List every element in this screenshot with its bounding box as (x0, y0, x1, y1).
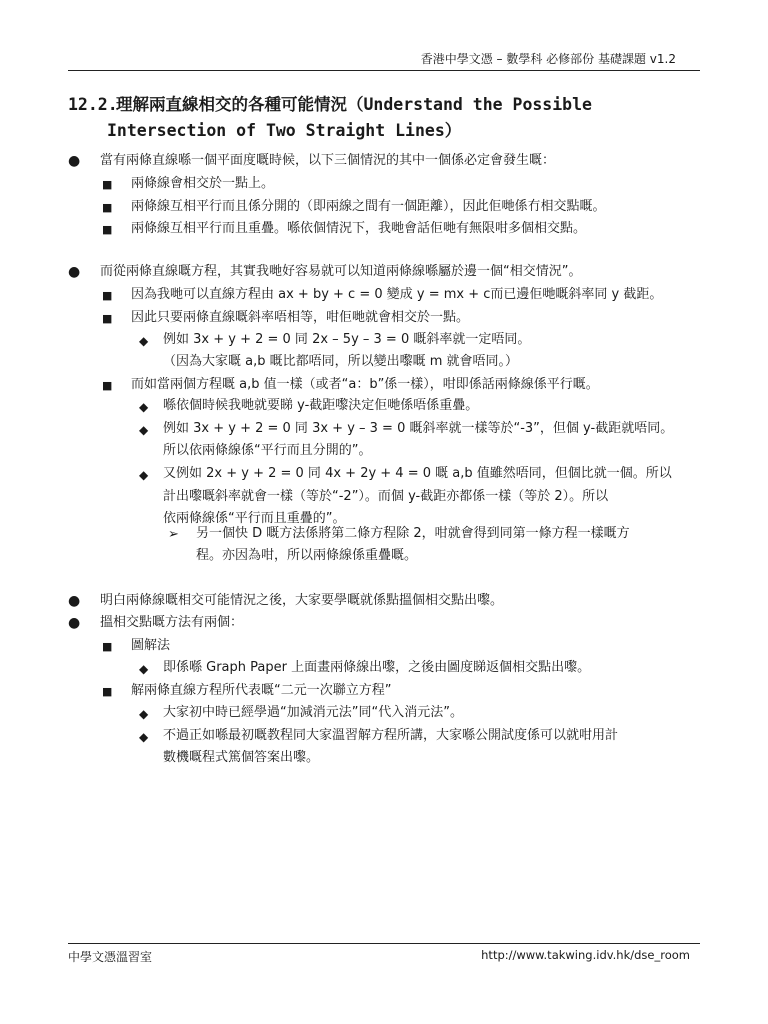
paragraph-find-intersection: 明白兩條線嘅相交可能情況之後，大家要學嘅就係點搵個相交點出嚟。 (100, 593, 504, 608)
bullet-square: ■ (102, 201, 113, 214)
bullet-diamond: ◆ (139, 468, 149, 482)
list-item: 大家初中時已經學過“加減消元法”同“代入消元法”。 (163, 705, 463, 720)
list-item: 因為我哋可以直線方程由 ax + by + c = 0 變成 y = mx + c而已邊佢哋嘅斜率同 y 截距。 (131, 287, 663, 302)
section-title-line2: Intersection of Two Straight Lines） (107, 121, 462, 140)
list-item: 喺依個時候我哋就要睇 y-截距嚟決定佢哋係唔係重疊。 (163, 398, 479, 413)
list-item: 例如 3x + y + 2 = 0 同 2x – 5y – 3 = 0 嘅斜率就一定唔同。 (163, 332, 531, 347)
bullet-dot: ● (68, 264, 81, 280)
header-divider (68, 70, 700, 71)
bullet-dot: ● (68, 593, 81, 609)
arrow-bullet-icon: ➢ (168, 527, 179, 542)
header-text: 香港中學文憑 – 數學科 必修部份 基礎課題 v1.2 (420, 52, 676, 66)
list-item: 即係喺 Graph Paper 上面畫兩條線出嚟，之後由圖度睇返個相交點出嚟。 (163, 660, 591, 675)
bullet-diamond: ◆ (139, 707, 149, 721)
list-item: 圖解法 (131, 638, 171, 653)
list-item-continuation: 數機嘅程式篤個答案出嚟。 (163, 750, 320, 765)
bullet-diamond: ◆ (139, 730, 149, 744)
paragraph-methods: 搵相交點嘅方法有兩個： (100, 615, 244, 630)
list-item: 又例如 2x + y + 2 = 0 同 4x + 2y + 4 = 0 嘅 a,b 值雖然唔同，但個比就一個。所以 (163, 466, 672, 481)
bullet-diamond: ◆ (139, 400, 149, 414)
section-title (68, 92, 708, 144)
bullet-square: ■ (102, 178, 113, 191)
paragraph-equations: 而從兩條直線嘅方程，其實我哋好容易就可以知道兩條線喺屬於邊一個“相交情況”。 (100, 264, 582, 279)
section-number: 12.2. (68, 95, 118, 114)
list-item: 另一個快 D 嘅方法係將第二條方程除 2，咁就會得到同第一條方程一樣嘅方 (196, 526, 630, 541)
footer-url: http://www.takwing.idv.hk/dse_room (481, 948, 690, 962)
bullet-square: ■ (102, 312, 113, 325)
list-item: 兩條線互相平行而且係分開的（即兩線之間有一個距離），因此佢哋係冇相交點嘅。 (131, 199, 606, 214)
list-item-continuation: 計出嚟嘅斜率就會一樣（等於“-2”）。而個 y-截距亦都係一樣（等於 2）。所以 (163, 489, 609, 504)
section-title-line1 (68, 92, 708, 118)
list-item: 兩條線會相交於一點上。 (131, 176, 275, 191)
footer-site-name: 中學文憑溫習室 (68, 950, 153, 964)
bullet-dot: ● (68, 153, 81, 169)
bullet-square: ■ (102, 223, 113, 236)
bullet-square: ■ (102, 289, 113, 302)
bullet-diamond: ◆ (139, 423, 149, 437)
list-item: 兩條線互相平行而且重疊。喺依個情況下，我哋會話佢哋有無限咁多個相交點。 (131, 221, 587, 236)
section-title-text: 理解兩直線相交的各種可能情況（Understand the Possible (116, 95, 592, 114)
bullet-diamond: ◆ (139, 334, 149, 348)
paragraph-intersection-cases: 當有兩條直線喺一個平面度嘅時候，以下三個情況的其中一個係必定會發生嘅： (100, 153, 556, 168)
bullet-dot: ● (68, 615, 81, 631)
bullet-square: ■ (102, 640, 113, 653)
list-item-continuation: 依兩條線係“平行而且重疊的”。 (163, 511, 346, 526)
list-item-continuation: 程。亦因為咁，所以兩條線係重疊嘅。 (196, 548, 418, 563)
list-item: 因此只要兩條直線嘅斜率唔相等，咁佢哋就會相交於一點。 (131, 310, 470, 325)
list-item-continuation: （因為大家嘅 a,b 嘅比都唔同，所以變出嚟嘅 m 就會唔同。） (163, 354, 519, 369)
list-item: 而如當兩個方程嘅 a,b 值一樣（或者“a：b”係一樣），咁即係話兩條線係平行嘅。 (131, 377, 599, 392)
bullet-square: ■ (102, 379, 113, 392)
list-item: 解兩條直線方程所代表嘅“二元一次聯立方程” (131, 683, 392, 698)
footer-divider (68, 943, 700, 944)
bullet-diamond: ◆ (139, 662, 149, 676)
list-item: 不過正如喺最初嘅教程同大家溫習解方程所講，大家喺公開試度係可以就咁用計 (163, 728, 619, 743)
list-item: 例如 3x + y + 2 = 0 同 3x + y – 3 = 0 嘅斜率就一樣等於“-3”，但個 y-截距就唔同。 (163, 421, 674, 436)
bullet-square: ■ (102, 685, 113, 698)
list-item-continuation: 所以依兩條線係“平行而且分開的”。 (163, 443, 372, 458)
